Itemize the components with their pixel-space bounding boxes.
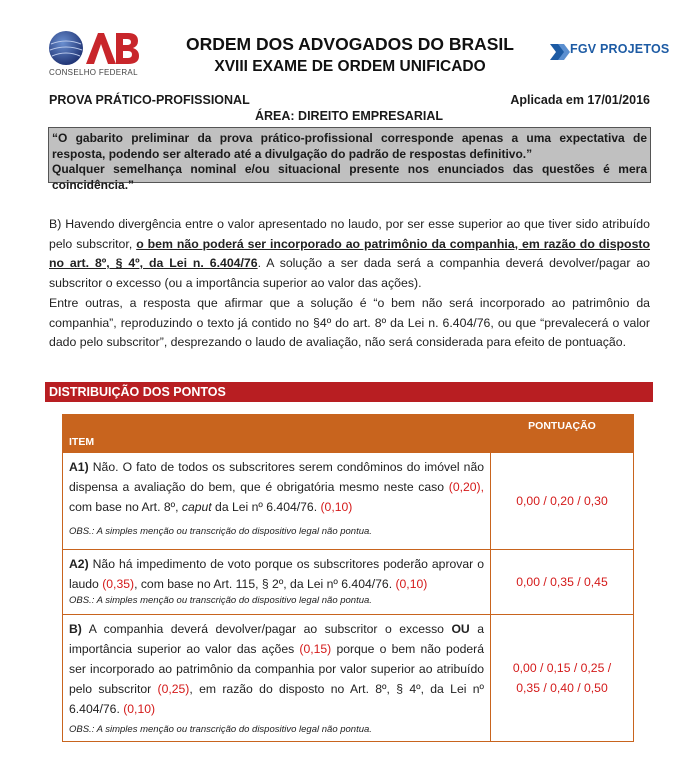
disclaimer-box — [48, 127, 651, 192]
item-text: A companhia deverá devolver/pagar ao subscritor o excesso — [81, 622, 452, 636]
item-description — [63, 453, 491, 550]
exam-type: PROVA PRÁTICO-PROFISSIONAL — [49, 93, 250, 107]
section-title-bar: DISTRIBUIÇÃO DOS PONTOS — [45, 382, 653, 402]
item-score-line-1: 0,00 / 0,15 / 0,25 / — [512, 661, 612, 675]
answer-paragraph-b — [49, 215, 650, 293]
exam-title: XVIII EXAME DE ORDEM UNIFICADO — [214, 58, 486, 75]
item-description — [63, 615, 491, 742]
disclaimer-line-1: “O gabarito preliminar da prova prático-profissional corresponde apenas a uma expectativa de resposta, podendo ser alterado até a divulgação do padrão de respostas definitivo.” — [52, 131, 647, 161]
item-description — [63, 550, 491, 615]
column-header-score: PONTUAÇÃO — [491, 415, 634, 453]
answer-b-start: B) Havendo divergência entre o valor apresentado no laudo, por ser esse superior ao que tiver sido atribuído pelo subscritor, — [49, 217, 650, 251]
item-text: porque o bem não poderá ser incorporado ao patrimônio da companhia por valor superior ao atribuído pelo subscritor — [69, 642, 484, 696]
item-value: (0,10) — [123, 702, 156, 716]
item-score: 0,00 / 0,35 / 0,45 — [491, 550, 634, 615]
org-title: ORDEM DOS ADVOGADOS DO BRASIL — [186, 34, 514, 54]
item-text: , com base no Art. 115, § 2º, da Lei nº 6.404/76. — [134, 577, 396, 591]
table-header-row — [63, 415, 634, 453]
item-value: (0,10) — [320, 500, 353, 514]
item-label: A2) — [69, 557, 89, 571]
item-value: (0,15) — [299, 642, 332, 656]
item-value: (0,10) — [395, 577, 428, 591]
item-text: da Lei nº 6.404/76. — [211, 500, 321, 514]
item-value: (0,20), — [448, 480, 484, 494]
item-text: Não. O fato de todos os subscritores serem condôminos do imóvel não dispensa a avaliação do bem, que é obrigatória mesmo neste caso — [69, 460, 484, 494]
points-table — [62, 414, 634, 742]
item-text: Não há impedimento de voto porque os subscritores poderão aprovar o laudo — [69, 557, 484, 591]
item-value: (0,35) — [102, 577, 135, 591]
item-label: B) — [69, 622, 82, 636]
obs-note: OBS.: A simples menção ou transcrição do dispositivo legal não pontua. — [69, 724, 372, 735]
scoring-note-text: Entre outras, a resposta que afirmar que a solução é “o bem não será incorporado ao patrimônio da companhia”, reproduzindo o texto já contido no §4º do art. 8º da Lei n. 6.404/76, ou que “prevalecerá o valor dado pelo subscritor”, desprezando o laudo de avaliação, não será considerada para efeito de pontuação. — [49, 296, 650, 349]
item-score-line-2: 0,35 / 0,40 / 0,50 — [516, 681, 608, 695]
fgv-logo-text: FGV PROJETOS — [570, 42, 670, 56]
oab-subtitle: CONSELHO FEDERAL — [49, 68, 138, 77]
item-text: , em razão do disposto no Art. 8º, § 4º, da Lei nº 6.404/76. — [69, 682, 484, 716]
item-score — [491, 615, 634, 742]
table-row — [63, 453, 634, 550]
item-score: 0,00 / 0,20 / 0,30 — [491, 453, 634, 550]
exam-area: ÁREA: DIREITO EMPRESARIAL — [255, 109, 443, 123]
disclaimer-line-2: Qualquer semelhança nominal e/ou situacional presente nos enunciados das questões é mera coincidência.” — [52, 162, 647, 192]
obs-note: OBS.: A simples menção ou transcrição do dispositivo legal não pontua. — [69, 526, 372, 537]
item-value: (0,25) — [157, 682, 190, 696]
table-row — [63, 550, 634, 615]
table-row — [63, 615, 634, 742]
column-header-item: ITEM — [63, 415, 491, 453]
exam-date: Aplicada em 17/01/2016 — [510, 93, 650, 107]
item-text: com base no Art. 8º, — [69, 500, 182, 514]
obs-note: OBS.: A simples menção ou transcrição do dispositivo legal não pontua. — [69, 595, 372, 606]
item-text-italic: caput — [181, 500, 212, 514]
item-label: A1) — [69, 460, 89, 474]
item-text-bold: OU — [451, 622, 470, 636]
item-text: a importância superior ao valor das ações — [69, 622, 485, 656]
scoring-note-paragraph — [49, 294, 650, 353]
answer-b-emphasis: o bem não poderá ser incorporado ao patrimônio da companhia, em razão do disposto no art. 8º, § 4º, da Lei n. 6.404/76 — [49, 236, 651, 270]
answer-b-end: . A solução a ser dada será a companhia deverá devolver/pagar ao subscritor o excesso (ou a importância superior ao valor das ações). — [49, 256, 650, 290]
